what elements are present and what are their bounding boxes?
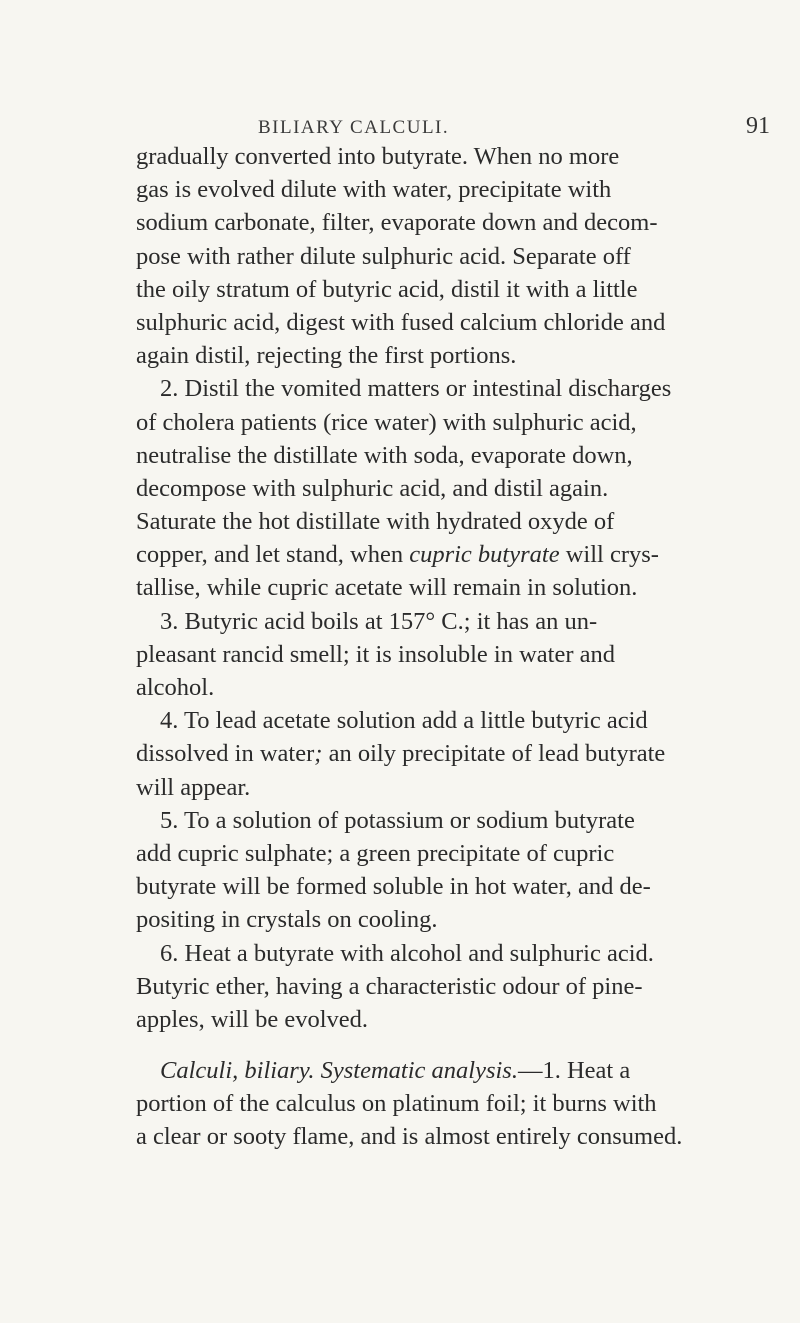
text-line: gradually converted into butyrate. When no more — [136, 143, 620, 170]
text-line: add cupric sulphate; a green precipitate of cupric — [136, 839, 615, 867]
text-line: Butyric ether, having a characteristic odour of pine- — [136, 972, 643, 1000]
page-number: 91 — [746, 113, 770, 139]
text-line — [136, 538, 796, 571]
text-line: of cholera patients (rice water) with sulphuric acid, — [136, 408, 637, 436]
running-head: BILIARY CALCULI. — [258, 117, 450, 138]
text-line: neutralise the distillate with soda, evaporate down, — [136, 441, 633, 469]
text-run: will crys- — [559, 541, 659, 569]
italic-term: ; — [314, 740, 323, 768]
text-run: dissolved in water — [136, 740, 315, 768]
text-line: tallise, while cupric acetate will remain in solution. — [136, 574, 638, 602]
italic-term: cupric butyrate — [409, 541, 560, 569]
text-line: the oily stratum of butyric acid, distil it with a little — [136, 275, 638, 303]
text-line: alcohol. — [136, 674, 215, 701]
text-line: sodium carbonate, filter, evaporate down and decom- — [136, 209, 658, 237]
text-line: pleasant rancid smell; it is insoluble in water and — [136, 640, 615, 668]
text-line: 6. Heat a butyrate with alcohol and sulphuric acid. — [160, 939, 654, 967]
text-line — [136, 737, 796, 770]
text-line: positing in crystals on cooling. — [136, 906, 438, 934]
text-run: copper, and let stand, when — [136, 541, 410, 569]
text-line: 4. To lead acetate solution add a little butyric acid — [160, 707, 648, 735]
text-line: sulphuric acid, digest with fused calcium chloride and — [136, 308, 666, 336]
text-run: —1. Heat a — [517, 1057, 631, 1085]
text-line: 2. Distil the vomited matters or intestinal discharges — [160, 375, 672, 403]
text-line: will appear. — [136, 773, 251, 801]
text-run: an oily precipitate of lead butyrate — [322, 740, 666, 768]
text-line: portion of the calculus on platinum foil; it burns with — [136, 1090, 657, 1118]
text-line: decompose with sulphuric acid, and distil again. — [136, 474, 609, 502]
text-line: apples, will be evolved. — [136, 1005, 369, 1033]
italic-term: Calculi, biliary. Systematic analysis. — [160, 1057, 518, 1085]
text-line: pose with rather dilute sulphuric acid. Separate off — [136, 242, 631, 270]
body-text — [136, 140, 796, 1154]
text-line: a clear or sooty flame, and is almost entirely consumed. — [136, 1123, 683, 1151]
text-line: 3. Butyric acid boils at 157° C.; it has an un- — [160, 607, 598, 635]
text-line: again distil, rejecting the first portions. — [136, 342, 517, 370]
text-line: 5. To a solution of potassium or sodium butyrate — [160, 806, 635, 834]
text-line — [136, 1054, 796, 1087]
text-line: Saturate the hot distillate with hydrated oxyde of — [136, 508, 615, 536]
text-line: butyrate will be formed soluble in hot water, and de- — [136, 873, 651, 901]
text-line: gas is evolved dilute with water, precipitate with — [136, 176, 612, 204]
